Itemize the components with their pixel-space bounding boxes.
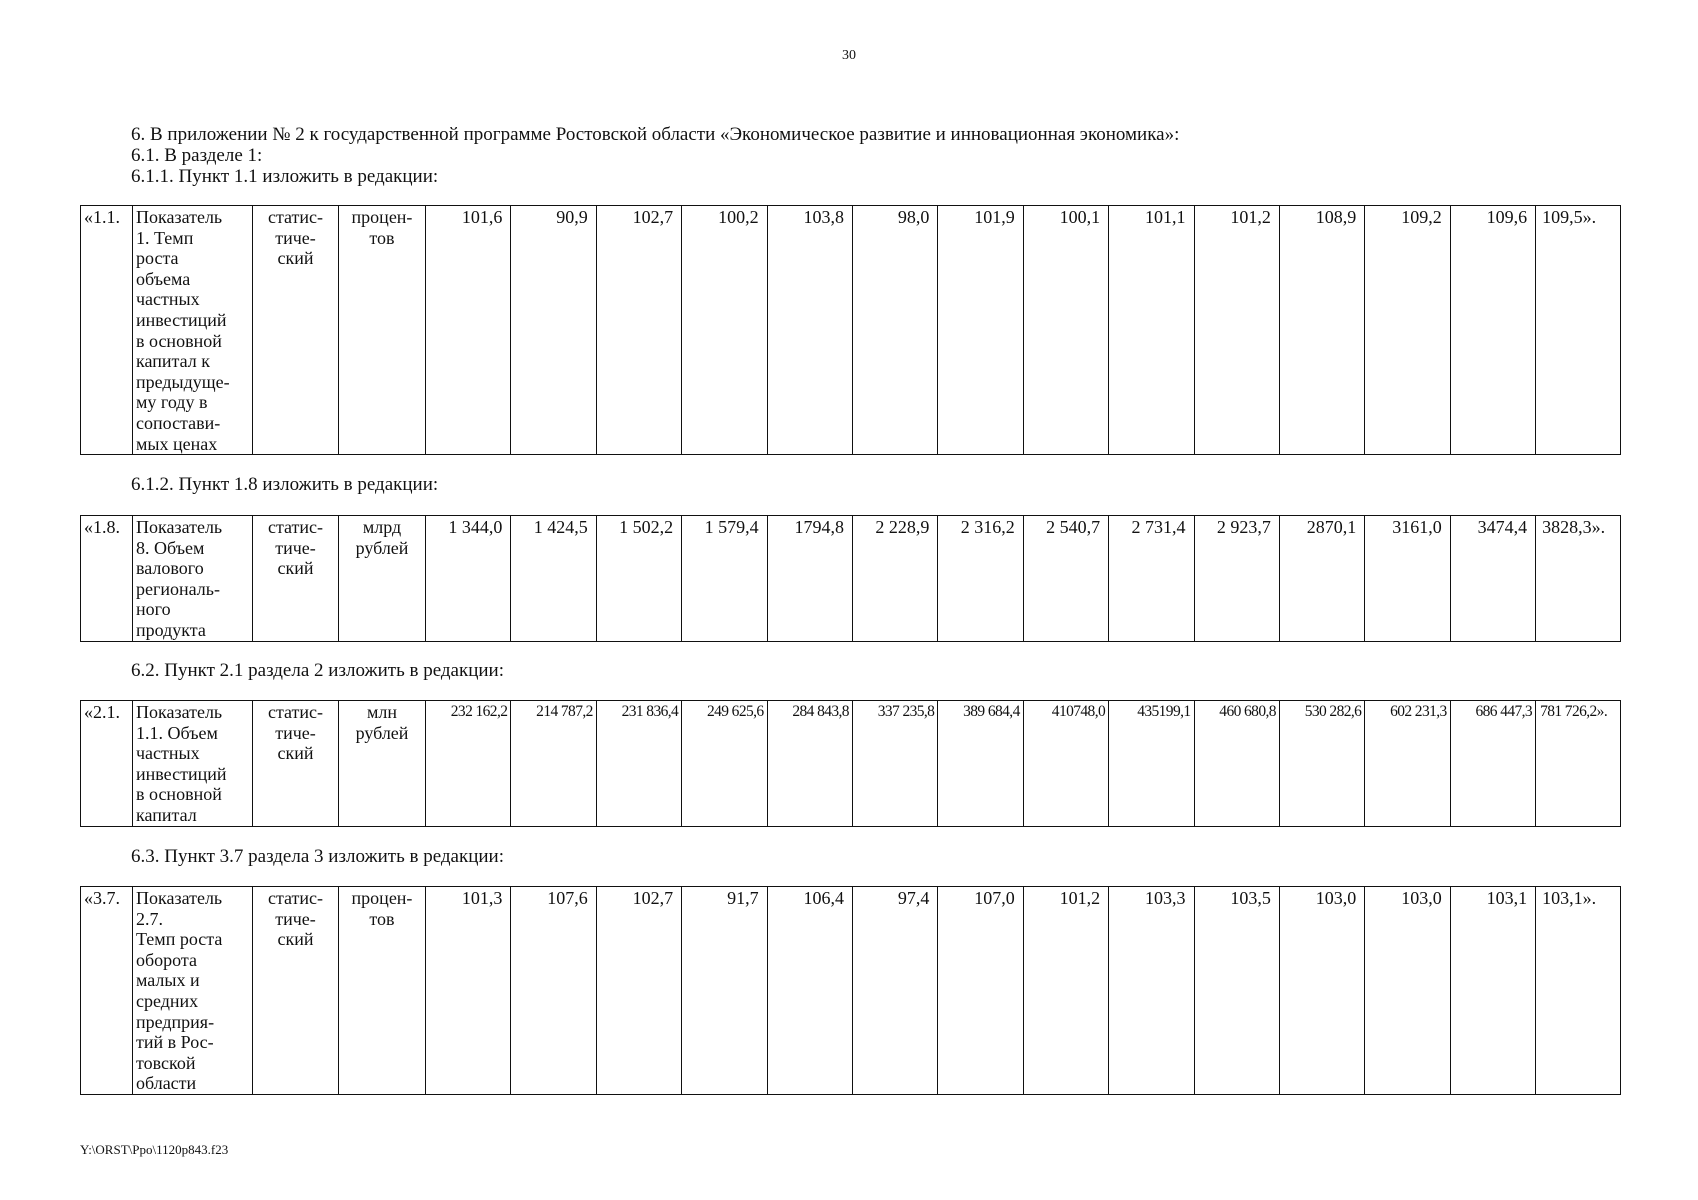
- value-cell: 100,2: [682, 206, 767, 455]
- value-cell: 435199,1: [1109, 701, 1194, 827]
- unit-cell: [339, 701, 426, 827]
- value-cell: 2 923,7: [1194, 516, 1279, 642]
- table-row: [81, 701, 1621, 827]
- indicator-type-line: ский: [277, 743, 314, 764]
- indicator-name-line: частных: [136, 289, 200, 310]
- value-cell: 103,1».: [1536, 887, 1621, 1095]
- value-cell: 106,4: [767, 887, 852, 1095]
- unit-cell: [339, 887, 426, 1095]
- value-cell: 109,2: [1365, 206, 1450, 455]
- indicator-name-line: оборота: [136, 949, 197, 970]
- indicator-type-line: тиче-: [275, 537, 316, 558]
- file-path-footer: Y:\ORST\Ppo\1120p843.f23: [80, 1142, 229, 1157]
- indicator-name-line: предыдуще-: [136, 371, 230, 392]
- value-cell: 103,5: [1194, 887, 1279, 1095]
- unit-cell: [339, 206, 426, 455]
- value-cell: 2 731,4: [1109, 516, 1194, 642]
- indicator-type-line: статис-: [267, 207, 324, 227]
- indicator-name-line: капитал: [136, 804, 197, 825]
- item-code-cell: «1.1.: [81, 206, 133, 455]
- unit-line: тов: [369, 227, 395, 248]
- indicator-name-line: 8. Объем: [136, 537, 205, 558]
- indicator-name-line: Показатель: [136, 888, 223, 908]
- unit-line: тов: [369, 908, 395, 929]
- unit-line: млн: [366, 702, 397, 722]
- value-cell: 102,7: [596, 206, 681, 455]
- indicator-name-cell: [133, 516, 253, 642]
- value-cell: 460 680,8: [1194, 701, 1279, 827]
- value-cell: 410748,0: [1023, 701, 1108, 827]
- indicator-name-line: в основной: [136, 784, 222, 805]
- value-cell: 3474,4: [1450, 516, 1535, 642]
- value-cell: 231 836,4: [596, 701, 681, 827]
- indicator-name-line: объема: [136, 268, 191, 289]
- indicator-type-line: статис-: [267, 702, 324, 722]
- value-cell: 3828,3».: [1536, 516, 1621, 642]
- value-cell: 101,9: [938, 206, 1023, 455]
- indicator-name-line: 2.7.: [136, 908, 163, 929]
- caption-1-8: 6.1.2. Пункт 1.8 изложить в редакции:: [131, 474, 439, 495]
- indicator-name-line: 1.1. Объем: [136, 722, 218, 743]
- value-cell: 103,1: [1450, 887, 1535, 1095]
- value-cell: 109,6: [1450, 206, 1535, 455]
- value-cell: 2 540,7: [1023, 516, 1108, 642]
- value-cell: 90,9: [511, 206, 596, 455]
- caption-3-7: 6.3. Пункт 3.7 раздела 3 изложить в редакции:: [131, 846, 504, 867]
- indicator-table-1-8: [80, 515, 1621, 642]
- indicator-name-line: тий в Рос-: [136, 1032, 214, 1053]
- unit-line: процен-: [351, 888, 413, 908]
- indicator-name-line: товской: [136, 1052, 196, 1073]
- caption-2-1: 6.2. Пункт 2.1 раздела 2 изложить в редакции:: [131, 660, 504, 681]
- indicator-name-line: инвестиций: [136, 763, 227, 784]
- value-cell: 1 344,0: [426, 516, 511, 642]
- item-code-cell: «3.7.: [81, 887, 133, 1095]
- item-code-cell: «1.8.: [81, 516, 133, 642]
- item-code-cell: «2.1.: [81, 701, 133, 827]
- value-cell: 602 231,3: [1365, 701, 1450, 827]
- indicator-type-line: статис-: [267, 517, 324, 537]
- indicator-type-line: тиче-: [275, 908, 316, 929]
- indicator-type-line: ский: [277, 558, 314, 579]
- value-cell: 1 424,5: [511, 516, 596, 642]
- indicator-name-line: капитал к: [136, 351, 210, 372]
- unit-cell: [339, 516, 426, 642]
- value-cell: 214 787,2: [511, 701, 596, 827]
- indicator-name-line: инвестиций: [136, 309, 227, 330]
- table-row: [81, 206, 1621, 455]
- indicator-name-line: валового: [136, 558, 204, 579]
- unit-line: рублей: [355, 537, 409, 558]
- indicator-name-line: частных: [136, 743, 200, 764]
- indicator-name-line: Показатель: [136, 517, 223, 537]
- value-cell: 103,8: [767, 206, 852, 455]
- value-cell: 2870,1: [1279, 516, 1364, 642]
- indicator-name-line: Показатель: [136, 702, 223, 722]
- indicator-name-cell: [133, 887, 253, 1095]
- table-row: [81, 516, 1621, 642]
- indicator-name-line: му году в: [136, 392, 208, 413]
- indicator-type-cell: [253, 206, 339, 455]
- value-cell: 108,9: [1279, 206, 1364, 455]
- value-cell: 337 235,8: [852, 701, 937, 827]
- indicator-name-line: роста: [136, 248, 179, 269]
- indicator-table-2-1: [80, 700, 1621, 827]
- indicator-name-line: средних: [136, 990, 199, 1011]
- value-cell: 389 684,4: [938, 701, 1023, 827]
- indicator-name-line: мых ценах: [136, 433, 218, 454]
- value-cell: 530 282,6: [1279, 701, 1364, 827]
- value-cell: 101,2: [1023, 887, 1108, 1095]
- value-cell: 1 502,2: [596, 516, 681, 642]
- value-cell: 101,6: [426, 206, 511, 455]
- indicator-type-cell: [253, 887, 339, 1095]
- value-cell: 2 316,2: [938, 516, 1023, 642]
- value-cell: 100,1: [1023, 206, 1108, 455]
- unit-line: рублей: [355, 722, 409, 743]
- indicator-name-line: предприя-: [136, 1011, 215, 1032]
- value-cell: 686 447,3: [1450, 701, 1535, 827]
- unit-line: млрд: [362, 517, 402, 537]
- value-cell: 249 625,6: [682, 701, 767, 827]
- value-cell: 101,1: [1109, 206, 1194, 455]
- value-cell: 1 579,4: [682, 516, 767, 642]
- page-number: 30: [842, 48, 856, 63]
- value-cell: 98,0: [852, 206, 937, 455]
- intro-paragraph-3: 6.1.1. Пункт 1.1 изложить в редакции:: [131, 166, 439, 187]
- indicator-name-line: региональ-: [136, 578, 220, 599]
- indicator-table-1-1: [80, 205, 1621, 455]
- indicator-name-cell: [133, 701, 253, 827]
- value-cell: 101,2: [1194, 206, 1279, 455]
- value-cell: 107,0: [938, 887, 1023, 1095]
- value-cell: 103,0: [1365, 887, 1450, 1095]
- value-cell: 91,7: [682, 887, 767, 1095]
- indicator-name-line: Показатель: [136, 207, 223, 227]
- indicator-name-line: области: [136, 1073, 197, 1094]
- value-cell: 101,3: [426, 887, 511, 1095]
- value-cell: 781 726,2».: [1536, 701, 1621, 827]
- value-cell: 284 843,8: [767, 701, 852, 827]
- indicator-name-line: продукта: [136, 619, 206, 640]
- indicator-type-line: ский: [277, 929, 314, 950]
- value-cell: 102,7: [596, 887, 681, 1095]
- indicator-name-line: ного: [136, 599, 171, 620]
- unit-line: процен-: [351, 207, 413, 227]
- table-row: [81, 887, 1621, 1095]
- value-cell: 107,6: [511, 887, 596, 1095]
- indicator-name-line: в основной: [136, 330, 222, 351]
- value-cell: 109,5».: [1536, 206, 1621, 455]
- indicator-type-line: тиче-: [275, 722, 316, 743]
- indicator-type-line: тиче-: [275, 227, 316, 248]
- indicator-name-line: сопостави-: [136, 412, 221, 433]
- indicator-name-cell: [133, 206, 253, 455]
- indicator-type-line: ский: [277, 248, 314, 269]
- indicator-type-cell: [253, 516, 339, 642]
- value-cell: 2 228,9: [852, 516, 937, 642]
- indicator-name-line: малых и: [136, 970, 200, 991]
- indicator-name-line: 1. Темп: [136, 227, 194, 248]
- indicator-name-line: Темп роста: [136, 929, 223, 950]
- value-cell: 1794,8: [767, 516, 852, 642]
- value-cell: 103,3: [1109, 887, 1194, 1095]
- indicator-table-3-7: [80, 886, 1621, 1095]
- indicator-type-line: статис-: [267, 888, 324, 908]
- indicator-type-cell: [253, 701, 339, 827]
- value-cell: 232 162,2: [426, 701, 511, 827]
- intro-paragraph-1: 6. В приложении № 2 к государственной программе Ростовской области «Экономическое развитие и инновационная экономика»:: [131, 124, 1180, 145]
- value-cell: 97,4: [852, 887, 937, 1095]
- value-cell: 103,0: [1279, 887, 1364, 1095]
- intro-paragraph-2: 6.1. В разделе 1:: [131, 145, 263, 166]
- value-cell: 3161,0: [1365, 516, 1450, 642]
